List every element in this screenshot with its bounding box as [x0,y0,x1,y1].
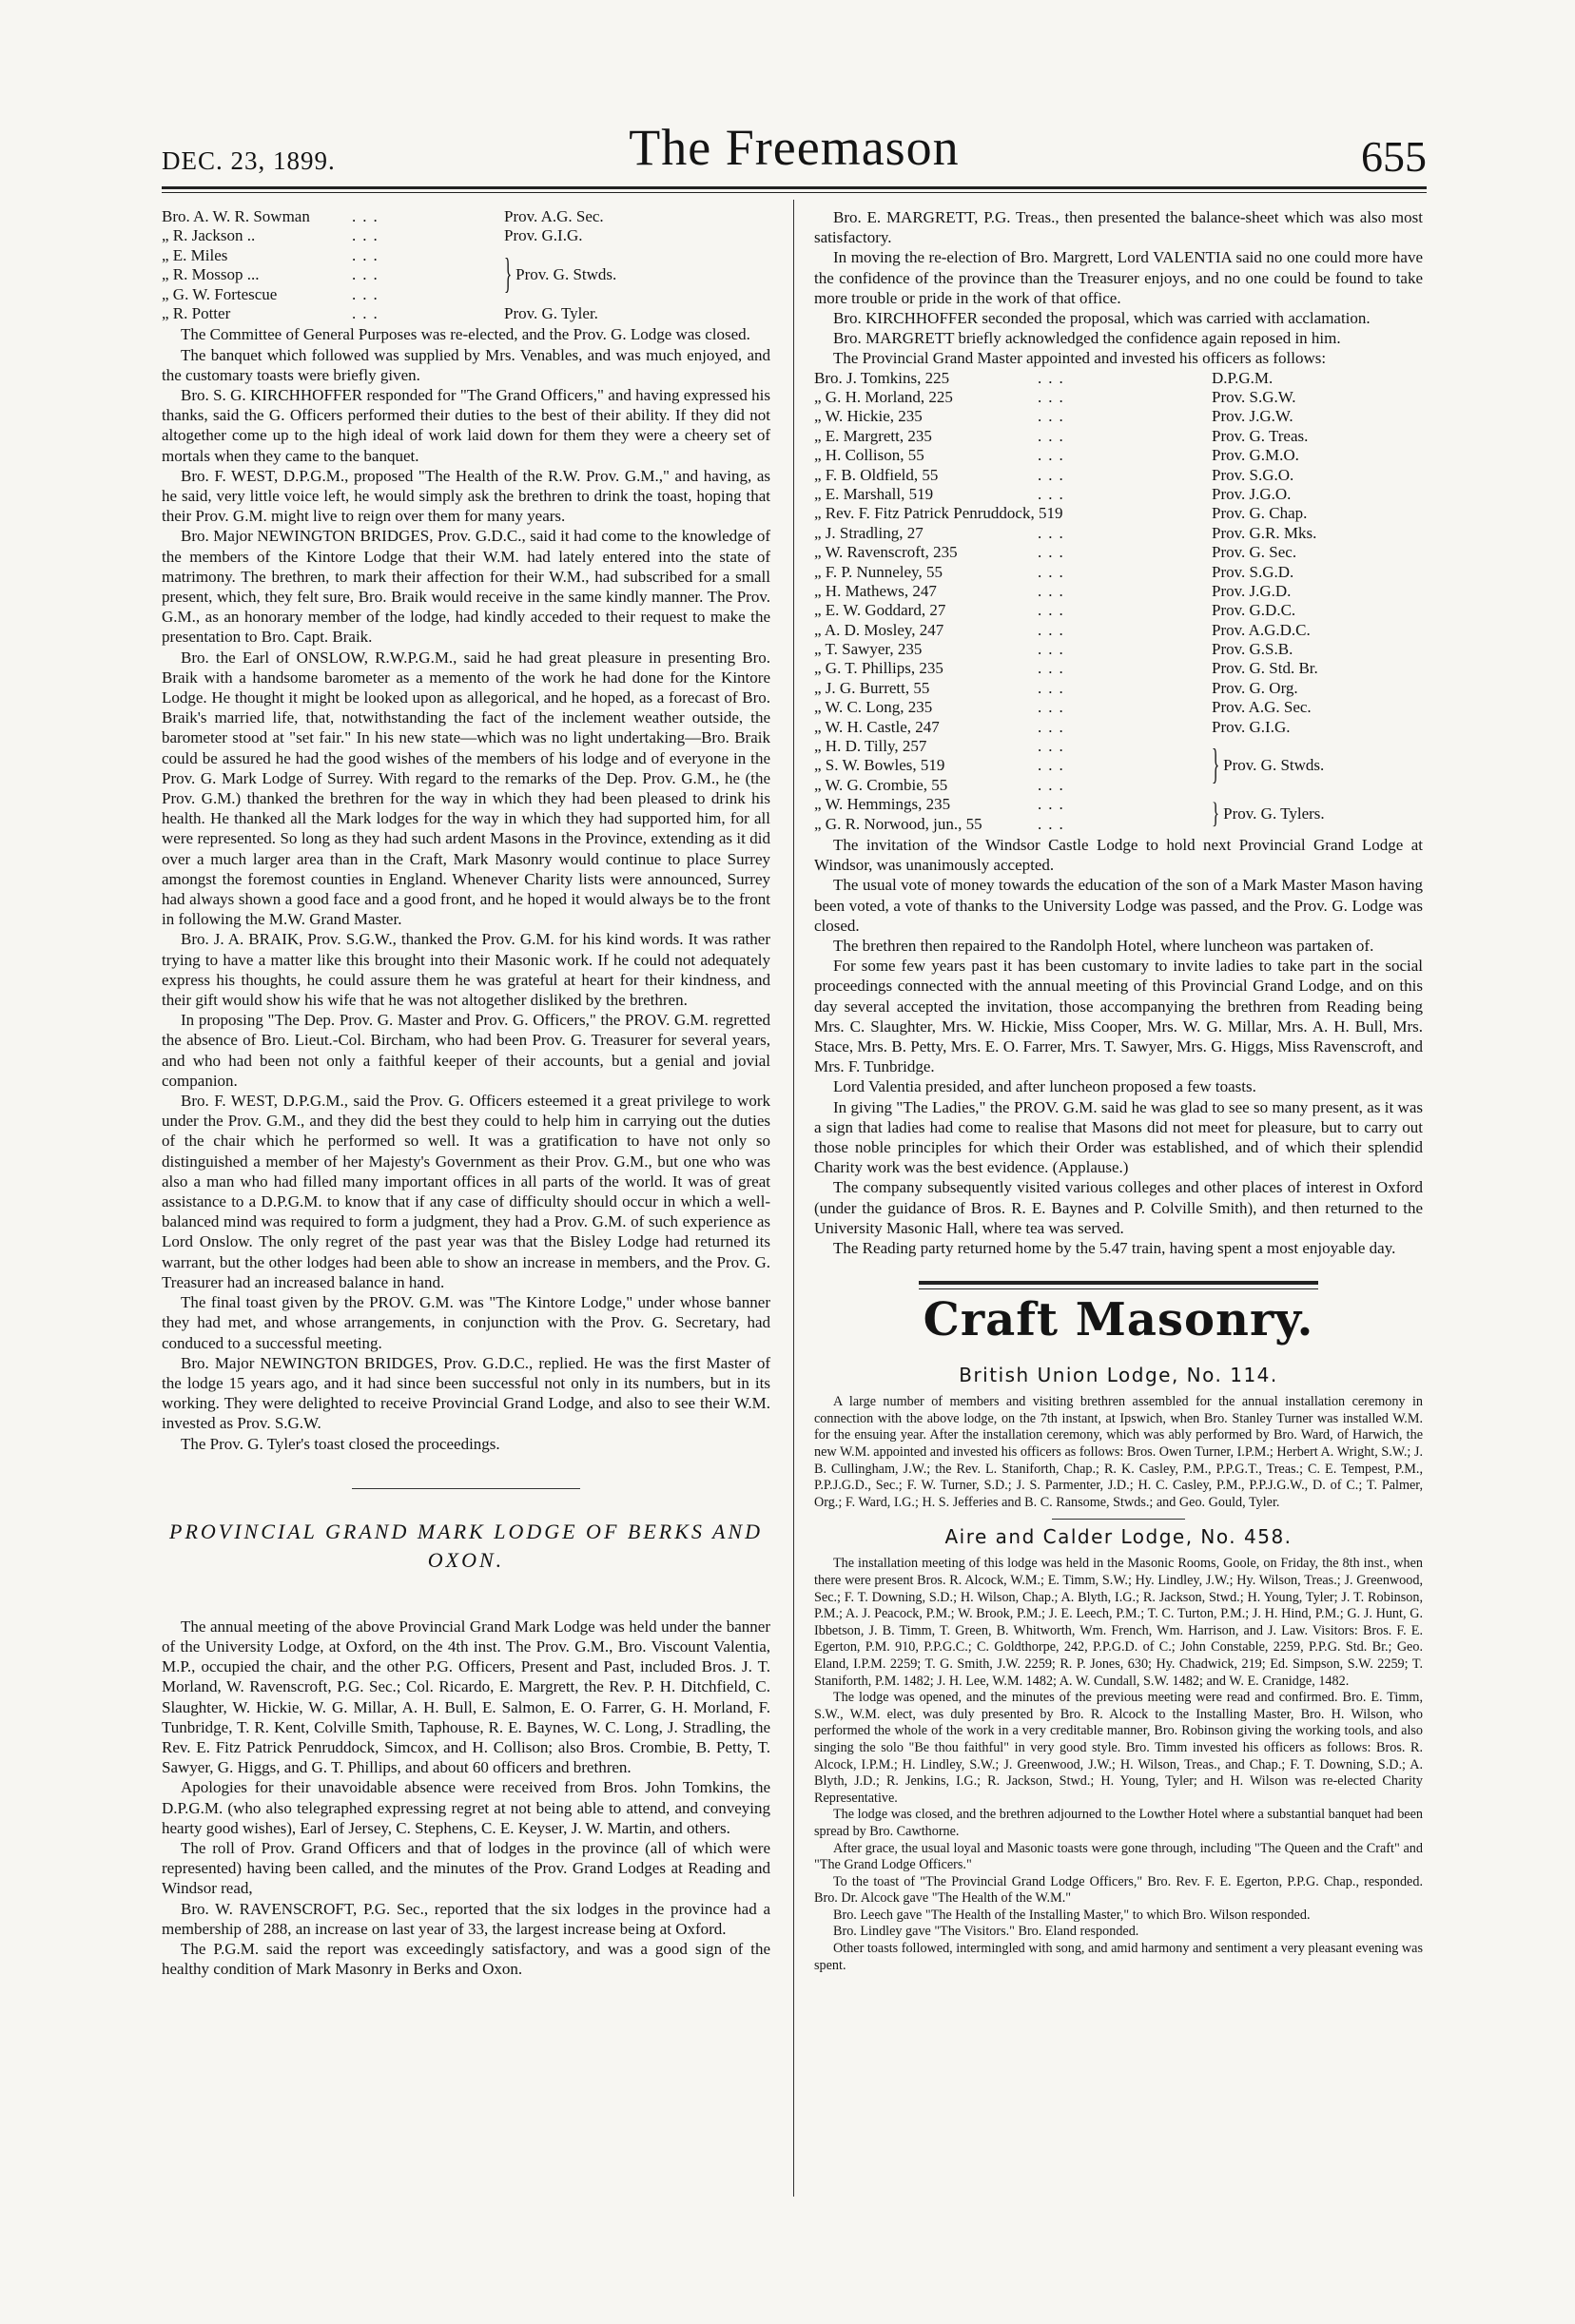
paragraph: Lord Valentia presided, and after luncheon proposed a few toasts. [833,1077,1256,1096]
left-column [162,207,770,1979]
officer-row: „ A. D. Mosley, 247 ... Prov. A.G.D.C. [814,620,1311,639]
paragraph: The banquet which followed was supplied by Mrs. Venables, and was much enjoyed, and the customary toasts were briefly given. [162,345,770,384]
officer-row: „ G. T. Phillips, 235 ... Prov. G. Std. Br. [814,659,1318,678]
paragraph: The final toast given by the PROV. G.M. was "The Kintore Lodge," under whose banner they had met, and whose arrangements, in conjunction with the Prov. G. Secretary, had conduced to a successful meeting. [162,1293,770,1352]
officer-row: „ W. Ravenscroft, 235 ... Prov. G. Sec. [814,543,1297,562]
officer-row: „ W. H. Castle, 247 ... Prov. G.I.G. [814,717,1291,736]
paragraph: Bro. Lindley gave "The Visitors." Bro. Eland responded. [833,1924,1139,1940]
paragraph: The roll of Prov. Grand Officers and that of lodges in the province (all of which were represented) having been called, and the minutes of the Prov. Grand Lodges at Reading and Windsor read, [162,1838,770,1898]
officer-row: „ J. G. Burrett, 55 ... Prov. G. Org. [814,678,1298,697]
section-heading-craft-masonry: Craft Masonry. [923,1293,1314,1347]
masthead [162,114,1427,181]
officer-row: „ H. D. Tilly, 257 ... [814,737,1070,756]
paragraph: Bro. KIRCHHOFFER seconded the proposal, which was carried with acclamation. [833,309,1371,328]
paragraph: Bro. F. WEST, D.P.G.M., proposed "The Health of the R.W. Prov. G.M.," and having, as he said, very little voice left, he would simply ask the brethren to drink the toast, hoping that their Prov. G.M. might live to reign over them for many years. [162,466,770,526]
officer-row: „ E. Margrett, 235 ... Prov. G. Treas. [814,426,1309,445]
officer-row: „ W. Hemmings, 235 ... } Prov. G. Tylers. [814,795,1325,830]
officer-row: „ R. Potter ... Prov. G. Tyler. [162,303,598,322]
officer-row: „ E. W. Goddard, 27 ... Prov. G.D.C. [814,601,1296,620]
officer-row: „ H. Collison, 55 ... Prov. G.M.O. [814,446,1299,465]
paragraph: The installation meeting of this lodge was held in the Masonic Rooms, Goole, on Friday, the 8th inst., when there were present Bros. R. Alcock, W.M.; E. Timm, S.W.; Hy. Lindley, J.W.; Hy. Wilson, Treas.; J. Greenwood, Sec.; F. T. Downing, S.D.; H. Wilson, Chap.; A. Blyth, I.G.; R. Jackson, Stwd.; H. Young, Tyler; J. T. Robinson, P.M.; A. J. Peacock, P.M.; W. Brook, P.M.; J. E. Leech, P.M.; T. C. Turton, P.M.; J. H. Hind, P.M.; G. J. Hunt, G. Ibbetson, J. B. Timm, T. Green, B. Whitworth, Wm. French, Wm. Harrison, and J. Law. Visitors: Bros. F. E. Egerton, P.M. 910, P.P.G.C.; C. Goldthorpe, 242, P.P.G.D. of C.; John Constable, 2259, P.P.G. Std. Br.; Geo. Eland, I.P.M. 2259; T. G. Smith, J.W. 2259; R. P. Jones, 630; Hy. Chadwick, 219; Ed. Simpson, S.W. 2259; T. Staniforth, P.M. 1482; J. H. Lee, W.M. 1482; A. W. Cundall, S.W. 1482; and W. E. Cranidge, 1482. [814,1556,1423,1689]
officer-row: „ F. P. Nunneley, 55 ... Prov. S.G.D. [814,562,1294,581]
paragraph: The Reading party returned home by the 5.47 train, having spent a most enjoyable day. [833,1239,1396,1258]
paragraph: The brethren then repaired to the Randolph Hotel, where luncheon was partaken of. [833,937,1374,956]
officer-row: „ T. Sawyer, 235 ... Prov. G.S.B. [814,640,1293,659]
officer-row: „ G. W. Fortescue ... [162,284,384,303]
paragraph: In moving the re-election of Bro. Margrett, Lord VALENTIA said no one could more have the confidence of the province than the Treasurer enjoys, and no one could be found to take more trouble or pride in the work of that office. [814,248,1423,307]
page-number: 655 [1361,132,1427,181]
paragraph: Bro. W. RAVENSCROFT, P.G. Sec., reported that the six lodges in the province had a membership of 288, an increase on last year of 33, the largest increase being at Oxford. [162,1899,770,1938]
paragraph: The P.G.M. said the report was exceedingly satisfactory, and was a good sign of the healthy condition of Mark Masonry in Berks and Oxon. [162,1939,770,1979]
officer-row: „ J. Stradling, 27 ... Prov. G.R. Mks. [814,523,1317,542]
section-rule [352,1488,580,1489]
section-rule-thin [919,1288,1318,1289]
stewards-brace-label: } Prov. G. Stwds. [504,250,617,298]
paragraph: Bro. S. G. KIRCHHOFFER responded for "The Grand Officers," and having expressed his thanks, said the G. Officers performed their duties to the best of their ability. If they did not altogether come up to the high ideal of work laid down for them they were a cheery set of mortals when they came to the banquet. [162,385,770,465]
officer-list [162,207,770,323]
newspaper-title: The Freemason [629,119,960,176]
paragraph: Bro. MARGRETT briefly acknowledged the confidence again reposed in him. [833,329,1341,348]
paragraph: The lodge was opened, and the minutes of the previous meeting were read and confirmed. Bro. E. Timm, S.W., W.M. elect, was duly presented by Bro. R. Alcock to the Installing Master, Bro. H. Wilson, who performed the whole of the work in a very creditable manner, Bro. Robinson giving the working tools, and also singing the solo "Be thou faithful" in very good style. Bro. Timm invested his officers as follows: Bros. R. Alcock, I.P.M.; H. Lindley, S.W.; J. Greenwood, J.W.; H. Wilson, Treas., and Chap.; F. T. Downing, S.D.; A. Blyth, J.D.; R. Jenkins, I.G.; R. Jackson, Stwd.; H. Young, Tyler; and H. Wilson was re-elected Charity Representative. [814,1690,1423,1806]
paragraph: For some few years past it has been customary to invite ladies to take part in the social proceedings connected with the annual meeting of this Provincial Grand Lodge, and on this day several accepted the invitation, those accompanying the brethren from Reading being Mrs. C. Slaughter, Mrs. W. Hickie, Miss Cooper, Mrs. W. G. Millar, Mrs. A. H. Bull, Mrs. Stace, Mrs. B. Petty, Mrs. E. O. Farrer, Mrs. T. Sawyer, Mrs. G. Higgs, Miss Ravenscroft, and Mrs. F. Tunbridge. [814,957,1423,1076]
section-rule-thick [919,1281,1318,1285]
tylers-brace-label: } Prov. G. Tylers. [1212,797,1325,830]
officer-row: „ F. B. Oldfield, 55 ... Prov. S.G.O. [814,465,1294,484]
paragraph: To the toast of "The Provincial Grand Lodge Officers," Bro. Rev. F. E. Egerton, P.P.G. Chap., responded. Bro. Dr. Alcock gave "The Health of the W.M." [814,1873,1423,1907]
paragraph: Bro. the Earl of ONSLOW, R.W.P.G.M., said he had great pleasure in presenting Bro. Braik with a handsome barometer as a memento of the work he had done for the Kintore Lodge. He thought it might be looked upon as allegorical, and he hoped, as a forecast of Bro. Braik's married life, that, notwithstanding the fact of the inclement weather outside, the barometer stood at "set fair." In his new state—which was no light undertaking—Bro. Braik could be assured he had the good wishes of the members of his lodge and of everyone in the Prov. G. Mark Lodge of Surrey. With regard to the remarks of the Dep. Prov. G.M., he (the Prov. G.M.) thanked the brethren for the way in which they had been pleased to drink his health. He thanked all the Mark lodges for the way in which they had supported him, for all were represented. So long as they had such ardent Masons in the Province, extending as it did over a much larger area than in the Craft, Mark Masonry would continue to place Surrey amongst the foremost counties in England. Whenever Charity lists were announced, Surrey had always shown a good face and a good front, and he hoped it would always be to the front in following the M.W. Grand Master. [162,648,770,929]
paragraph: The invitation of the Windsor Castle Lodge to hold next Provincial Grand Lodge at Windsor, was unanimously accepted. [814,836,1423,875]
officer-row: Bro. J. Tomkins, 225 ... D.P.G.M. [814,368,1274,387]
paragraph: In giving "The Ladies," the PROV. G.M. said he was glad to see so many present, as it was a sign that ladies had come to realise that Masons did not meet for pleasure, but to carry out those noble principles for which their Order was established, and of which their splendid Charity work was the best evidence. (Applause.) [814,1097,1423,1177]
paragraph: Bro. Leech gave "The Health of the Installing Master," to which Bro. Wilson responded. [833,1907,1311,1923]
issue-date: DEC. 23, 1899. [162,146,336,175]
paragraph: The usual vote of money towards the education of the son of a Mark Master Mason having been voted, a vote of thanks to the University Lodge was passed, and the Prov. G. Lodge was closed. [814,876,1423,935]
paragraph: The Provincial Grand Master appointed and invested his officers as follows: [833,349,1327,368]
officer-row: „ W. C. Long, 235 ... Prov. A.G. Sec. [814,698,1312,717]
officer-row: „ H. Mathews, 247 ... Prov. J.G.D. [814,581,1292,600]
right-column [814,207,1423,1974]
officer-row: „ E. Marshall, 519 ... Prov. J.G.O. [814,484,1292,503]
section-heading-mark-lodge: PROVINCIAL GRAND MARK LODGE OF BERKS AND OXON. [169,1519,763,1572]
paragraph: The Prov. G. Tyler's toast closed the proceedings. [181,1434,500,1453]
section-rule [1052,1519,1185,1520]
officer-row: „ E. Miles ... [162,245,384,264]
masthead-rule [162,186,1427,189]
officer-row: „ Rev. F. Fitz Patrick Penruddock, 519 Prov. G. Chap. [814,504,1308,523]
officer-row: „ R. Jackson .. ... Prov. G.I.G. [162,226,583,245]
paragraph: In proposing "The Dep. Prov. G. Master and Prov. G. Officers," the PROV. G.M. regretted the absence of Bro. Lieut.-Col. Bircham, who had been Prov. G. Treasurer for several years, and who had been not only a faithful keeper of their accounts, but a genial and jovial companion. [162,1011,770,1090]
paragraph: After grace, the usual loyal and Masonic toasts were gone through, including "The Queen and the Craft" and "The Grand Lodge Officers." [814,1840,1423,1873]
masthead-rule-thin [162,192,1427,193]
paragraph: The annual meeting of the above Provincial Grand Mark Lodge was held under the banner of the University Lodge, at Oxford, on the 4th inst. The Prov. G.M., Bro. Viscount Valentia, M.P., occupied the chair, and the other P.G. Officers, Present and Past, included Bros. J. T. Morland, W. Ravenscroft, P.G. Sec.; Col. Ricardo, E. Margrett, the Rev. P. H. Ditchfield, C. Slaughter, W. Hickie, W. G. Millar, A. H. Bull, E. Salmon, E. O. Farrer, G. H. Morland, F. Tunbridge, T. R. Kent, Colville Smith, Taphouse, R. E. Baynes, W. C. Long, J. Stradling, the Rev. E. Fitz Patrick Penruddock, Simcox, and H. Collison; also Bros. Crombie, B. Petty, T. Sawyer, G. Higgs, and G. T. Phillips, and about 60 officers and brethren. [162,1617,770,1777]
paragraph: Bro. Major NEWINGTON BRIDGES, Prov. G.D.C., replied. He was the first Master of the lodge 15 years ago, and it had since been successful not only in its numbers, but in its working. They were delighted to receive Provincial Grand Lodge, and also to see their W.M. invested as Prov. S.G.W. [162,1353,770,1433]
officer-row: „ G. H. Morland, 225 ... Prov. S.G.W. [814,388,1296,407]
paragraph: The company subsequently visited various colleges and other places of interest in Oxford (under the guidance of Bros. R. E. Baynes and P. Colville Smith), and then returned to the University Masonic Hall, where tea was served. [814,1178,1423,1237]
paragraph: Other toasts followed, intermingled with song, and amid harmony and sentiment a very pleasant evening was spent. [814,1941,1423,1973]
paragraph: Bro. E. MARGRETT, P.G. Treas., then presented the balance-sheet which was also most satisfactory. [814,208,1423,247]
paragraph: The Committee of General Purposes was re-elected, and the Prov. G. Lodge was closed. [181,325,750,344]
paragraph: Bro. F. WEST, D.P.G.M., said the Prov. G. Officers esteemed it a great privilege to work under the Prov. G.M., and they did the best they could to help him in carrying out the duties of the chair which he performed so well. It was a gratification to have not only so distinguished a member of her Majesty's Government as their Prov. G.M., but one who was also a man who had filled many important offices in all parts of the world. It was of great assistance to a D.P.G.M. to know that if any case of difficulty should occur in which a well-balanced mind was required to form a judgment, they had a Prov. G.M. of such experience as Lord Onslow. The only regret of the past year was that the Bisley Lodge had returned its warrant, but the other lodges had been able to show an increase in members, and the Prov. G. Treasurer had an increased balance in hand. [162,1092,770,1291]
officer-row: „ G. R. Norwood, jun., 55 ... [814,814,1070,833]
stewards-brace-label: } Prov. G. Stwds. [1212,741,1325,788]
paragraph: The lodge was closed, and the brethren adjourned to the Lowther Hotel where a substantial banquet had been spread by Bro. Cawthorne. [814,1807,1423,1839]
officer-list [814,369,1423,834]
officer-row: „ S. W. Bowles, 519 ... } Prov. G. Stwds. [814,741,1325,788]
officer-row: Bro. A. W. R. Sowman ... Prov. A.G. Sec. [162,207,604,225]
paragraph: A large number of members and visiting brethren assembled for the annual installation ceremony in connection with the above lodge, on the 7th instant, at Ipswich, when Bro. Stanley Turner was installed W.M. for the ensuing year. After the installation ceremony, which was ably performed by Bro. Ward, of Harwich, the new W.M. appointed and invested his officers as follows: Bros. Owen Turner, I.P.M.; Herbert A. Wright, S.W.; J. B. Cullingham, J.W.; the Rev. L. Staniforth, Chap.; R. K. Casley, P.M., P.P.G.T., Treas.; C. E. Tempest, P.M., P.P.J.G.D., Sec.; F. W. Turner, S.D.; J. S. Parmenter, J.D.; H. C. Casley, P.M., P.P.J.G.W., D. of C.; T. Palmer, Org.; F. Ward, I.G.; H. S. Jefferies and B. C. Ransome, Stwds.; and Geo. Gould, Tyler. [814,1394,1423,1510]
lodge-heading-british-union: British Union Lodge, No. 114. [959,1364,1278,1387]
paragraph: Bro. J. A. BRAIK, Prov. S.G.W., thanked the Prov. G.M. for his kind words. It was rather trying to have a matter like this brought into their Masonic work. If he could not adequately express his thoughts, he could assure them he was grateful at heart for their kindness, and their gift would show his wife that he was not altogether disliked by the brethren. [162,930,770,1010]
paragraph: Bro. Major NEWINGTON BRIDGES, Prov. G.D.C., said it had come to the knowledge of the members of the Kintore Lodge that their W.M. had lately entered into the state of matrimony. The brethren, to mark their affection for their W.M., had subscribed for a small present, which, they felt sure, Bro. Braik would receive in the same kindly manner. The Prov. G.M., as an honorary member of the lodge, had kindly acceded to their request to make the presentation to Bro. Capt. Braik. [162,527,770,647]
officer-row: „ W. Hickie, 235 ... Prov. J.G.W. [814,407,1293,426]
officer-row: „ W. G. Crombie, 55 ... [814,775,1070,794]
officer-row: „ R. Mossop ... ... } Prov. G. Stwds. [162,250,617,298]
lodge-heading-aire-calder: Aire and Calder Lodge, No. 458. [944,1525,1293,1549]
paragraph: Apologies for their unavoidable absence were received from Bros. John Tomkins, the D.P.G.M. (who also telegraphed expressing regret at not being able to attend, and conveying hearty good wishes), Earl of Jersey, C. Stephens, C. E. Keyser, J. W. Martin, and others. [162,1778,770,1837]
column-divider [793,200,794,2197]
